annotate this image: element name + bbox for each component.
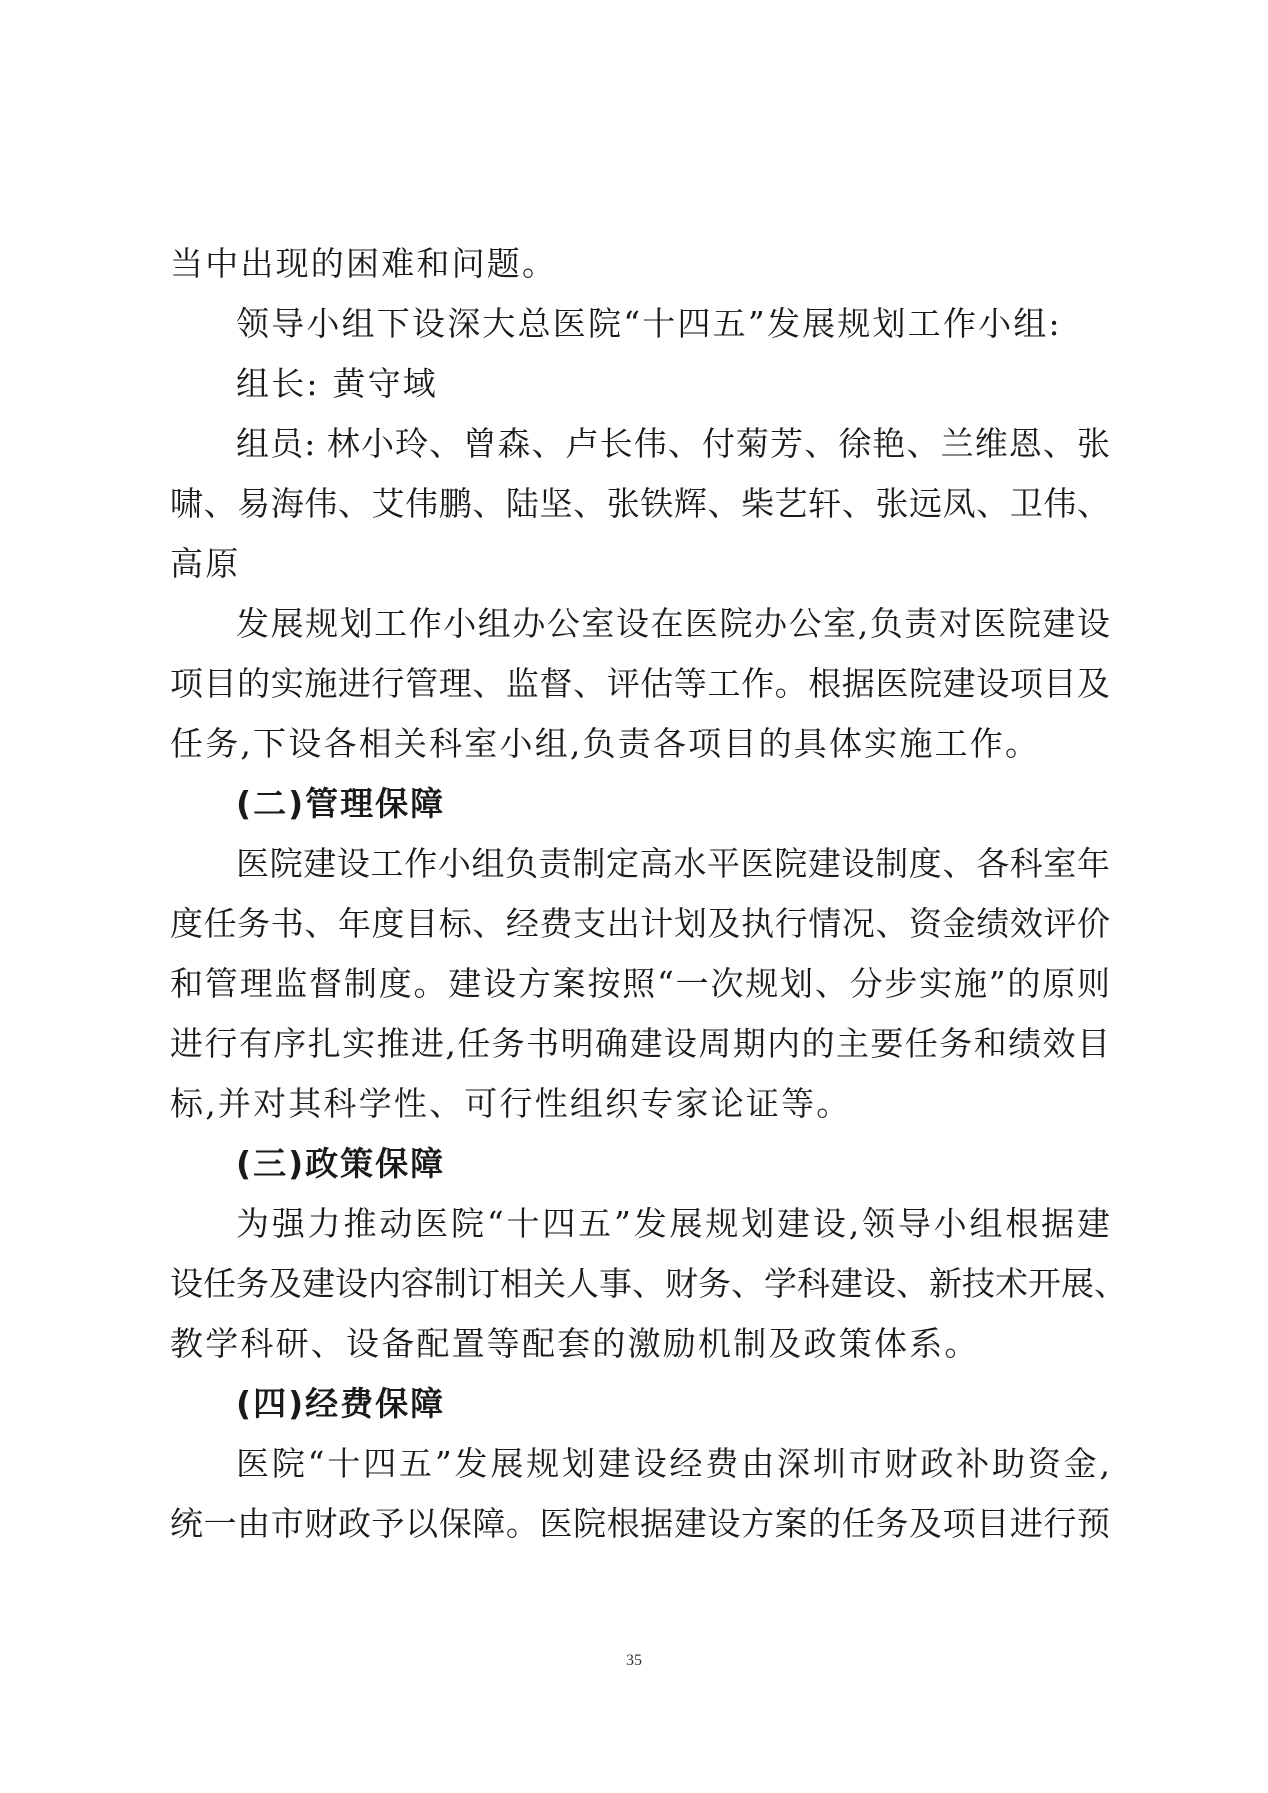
group-members-line: 组员: 林小玲、曾森、卢长伟、付菊芳、徐艳、兰维恩、张 — [236, 424, 1110, 463]
group-members-line: 高原 — [170, 544, 241, 583]
text-line: 和管理监督制度。建设方案按照“一次规划、分步实施”的原则 — [170, 964, 1110, 1003]
text-line: 项目的实施进行管理、监督、评估等工作。根据医院建设项目及 — [170, 664, 1110, 703]
section-heading: (三)政策保障 — [236, 1144, 446, 1183]
group-leader-line: 组长: 黄守域 — [236, 364, 439, 403]
section-heading: (四)经费保障 — [236, 1384, 446, 1423]
text-line: 统一由市财政予以保障。医院根据建设方案的任务及项目进行预 — [170, 1504, 1110, 1543]
text-line: 当中出现的困难和问题。 — [170, 244, 558, 283]
text-line: 医院建设工作小组负责制定高水平医院建设制度、各科室年 — [236, 844, 1110, 883]
text-line: 设任务及建设内容制订相关人事、财务、学科建设、新技术开展、 — [170, 1264, 1127, 1303]
text-line: 医院“十四五”发展规划建设经费由深圳市财政补助资金, — [236, 1444, 1110, 1483]
text-line: 任务,下设各相关科室小组,负责各项目的具体实施工作。 — [170, 724, 1041, 763]
text-line: 度任务书、年度目标、经费支出计划及执行情况、资金绩效评价 — [170, 904, 1110, 943]
section-heading: (二)管理保障 — [236, 784, 446, 823]
document-body — [170, 234, 1127, 1554]
group-members-line: 啸、易海伟、艾伟鹏、陆坚、张铁辉、柴艺轩、张远凤、卫伟、 — [170, 484, 1110, 523]
text-line: 发展规划工作小组办公室设在医院办公室,负责对医院建设 — [236, 604, 1110, 643]
text-line: 领导小组下设深大总医院“十四五”发展规划工作小组: — [236, 304, 1062, 343]
page-number: 35 — [626, 1652, 642, 1669]
text-line: 标,并对其科学性、可行性组织专家论证等。 — [170, 1084, 852, 1123]
text-line: 教学科研、设备配置等配套的激励机制及政策体系。 — [170, 1324, 980, 1363]
text-line: 进行有序扎实推进,任务书明确建设周期内的主要任务和绩效目 — [170, 1024, 1110, 1063]
text-line: 为强力推动医院“十四五”发展规划建设,领导小组根据建 — [236, 1204, 1110, 1243]
